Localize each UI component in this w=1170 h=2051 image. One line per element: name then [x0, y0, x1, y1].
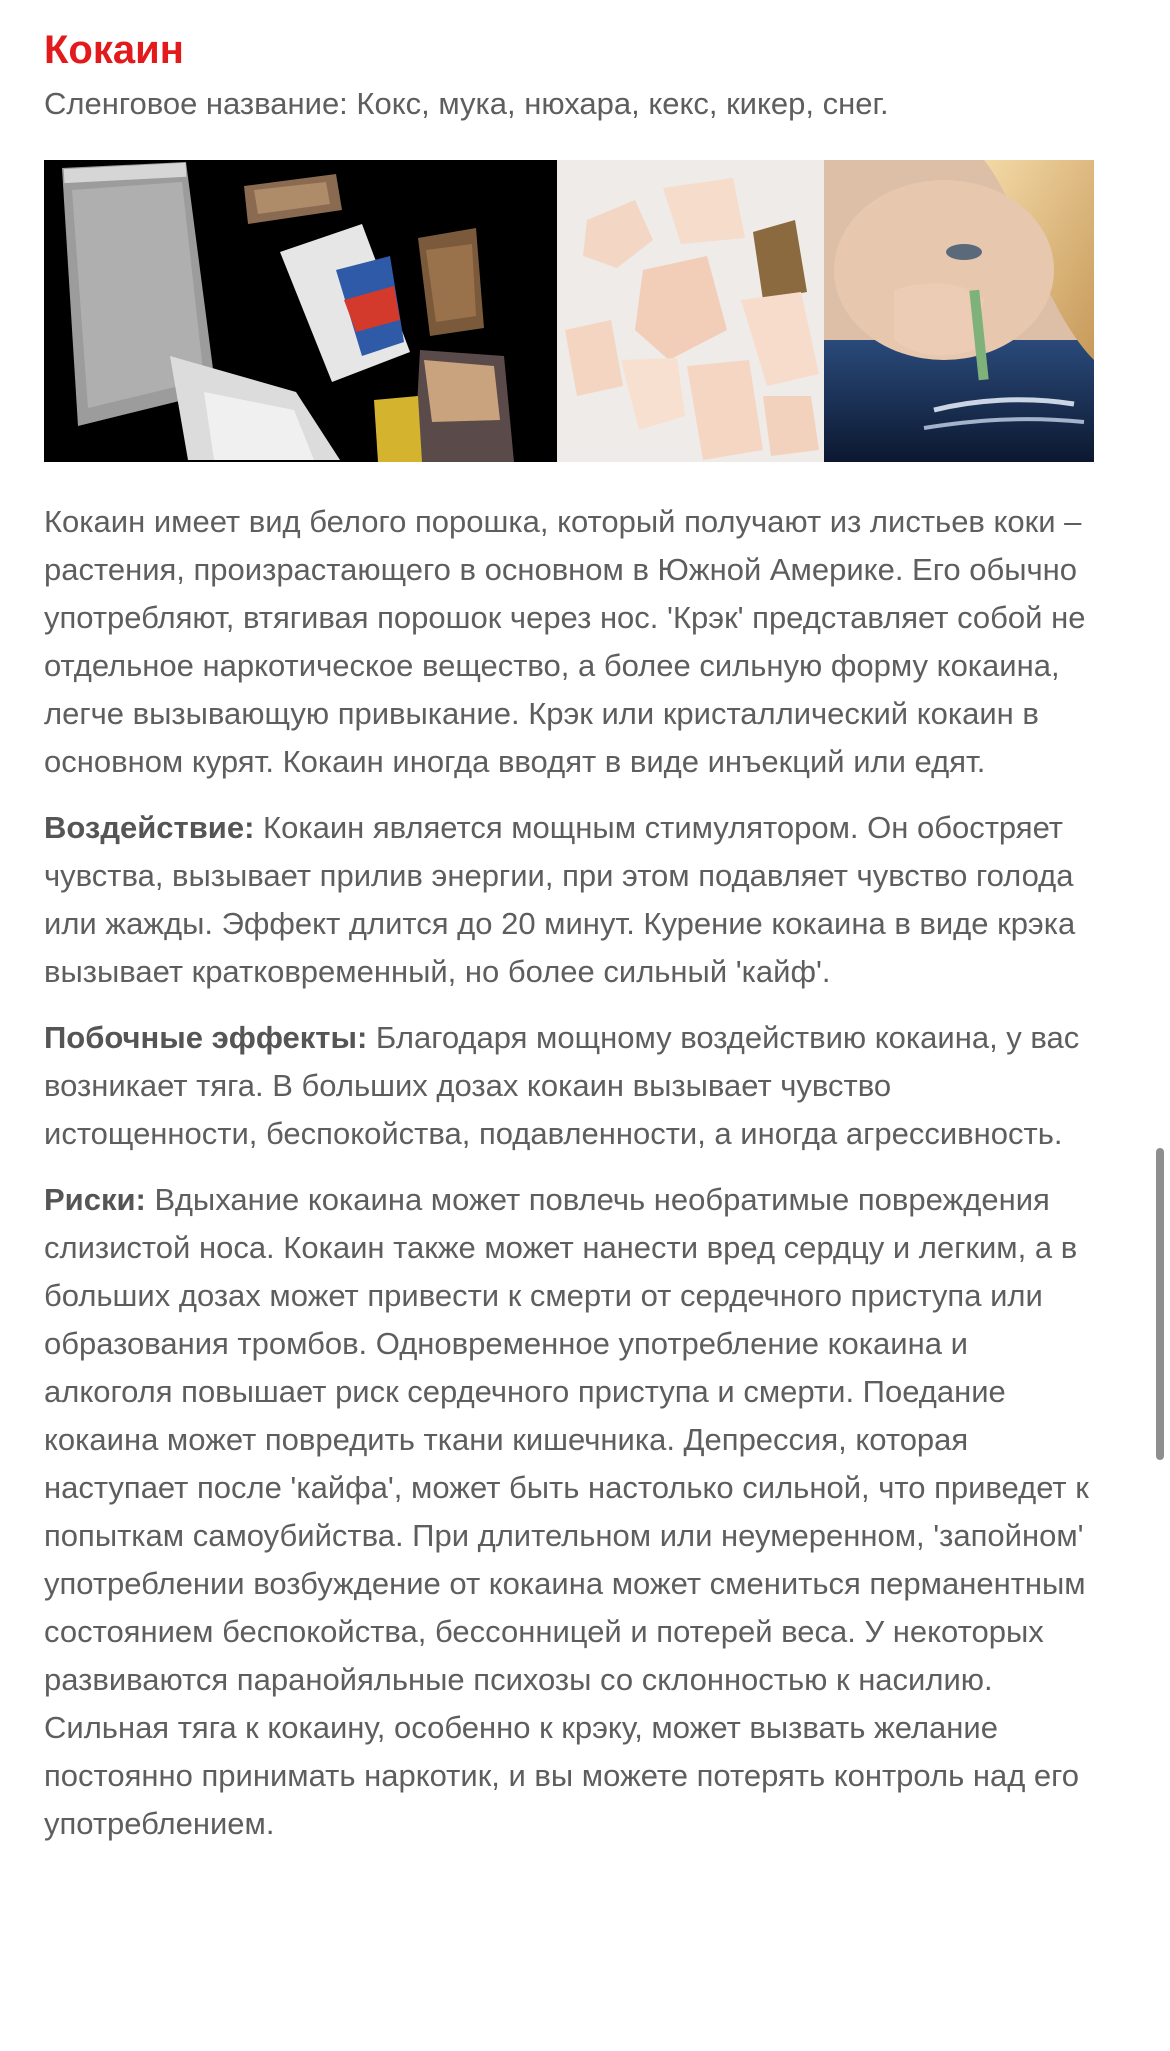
risks-label: Риски:: [44, 1182, 146, 1217]
photo-drug-packets: [44, 160, 557, 462]
photo-crack-rocks: [557, 160, 824, 462]
intro-paragraph: Кокаин имеет вид белого порошка, который получают из листьев коки – растения, произрастающего в основном в Южной Америке. Его обычно употребляют, втягивая порошок через нос. 'Крэк' представляет собой не отдельное наркотическое вещество, а более сильную форму кокаина, легче вызывающую привыкание. Крэк или кристаллический кокаин в основном курят. Кокаин иногда вводят в виде инъекций или едят.: [44, 504, 1086, 779]
article-title: Кокаин: [44, 28, 184, 72]
article: [44, 22, 1094, 1866]
risks-text: Вдыхание кокаина может повлечь необратимые повреждения слизистой носа. Кокаин также может нанести вред сердцу и легким, а в больших дозах может привести к смерти от сердечного приступа или образования тромбов. Одновременное употребление кокаина и алкоголя повышает риск сердечного приступа и смерти. Поедание кокаина может повредить ткани кишечника. Депрессия, которая наступает после 'кайфа', может быть настолько сильной, что приведет к попыткам самоубийства. При длительном или неумеренном, 'запойном' употреблении возбуждение от кокаина может смениться перманентным состоянием беспокойства, бессонницей и потерей веса. У некоторых развиваются паранойяльные психозы со склонностью к насилию. Сильная тяга к кокаину, особенно к крэку, может вызвать желание постоянно принимать наркотик, и вы можете потерять контроль над его употреблением.: [44, 1182, 1089, 1841]
article-body: [44, 498, 1094, 1848]
effects-label: Воздействие:: [44, 810, 255, 845]
slang-names: Сленговое название: Кокс, мука, нюхара, кекс, кикер, снег.: [44, 86, 889, 121]
photo-strip: [44, 160, 1094, 462]
photo-person-snorting: [824, 160, 1094, 462]
vertical-scrollbar[interactable]: [1156, 1148, 1164, 1460]
effects-text: Кокаин является мощным стимулятором. Он обостряет чувства, вызывает прилив энергии, при этом подавляет чувство голода или жажды. Эффект длится до 20 минут. Курение кокаина в виде крэка вызывает кратковременный, но более сильный 'кайф'.: [44, 810, 1076, 989]
effects-paragraph: [44, 804, 1094, 996]
risks-paragraph: [44, 1176, 1094, 1848]
side-effects-text: Благодаря мощному воздействию кокаина, у вас возникает тяга. В больших дозах кокаин вызывает чувство истощенности, беспокойства, подавленности, а иногда агрессивность.: [44, 1020, 1080, 1151]
side-effects-paragraph: [44, 1014, 1094, 1158]
side-effects-label: Побочные эффекты:: [44, 1020, 368, 1055]
